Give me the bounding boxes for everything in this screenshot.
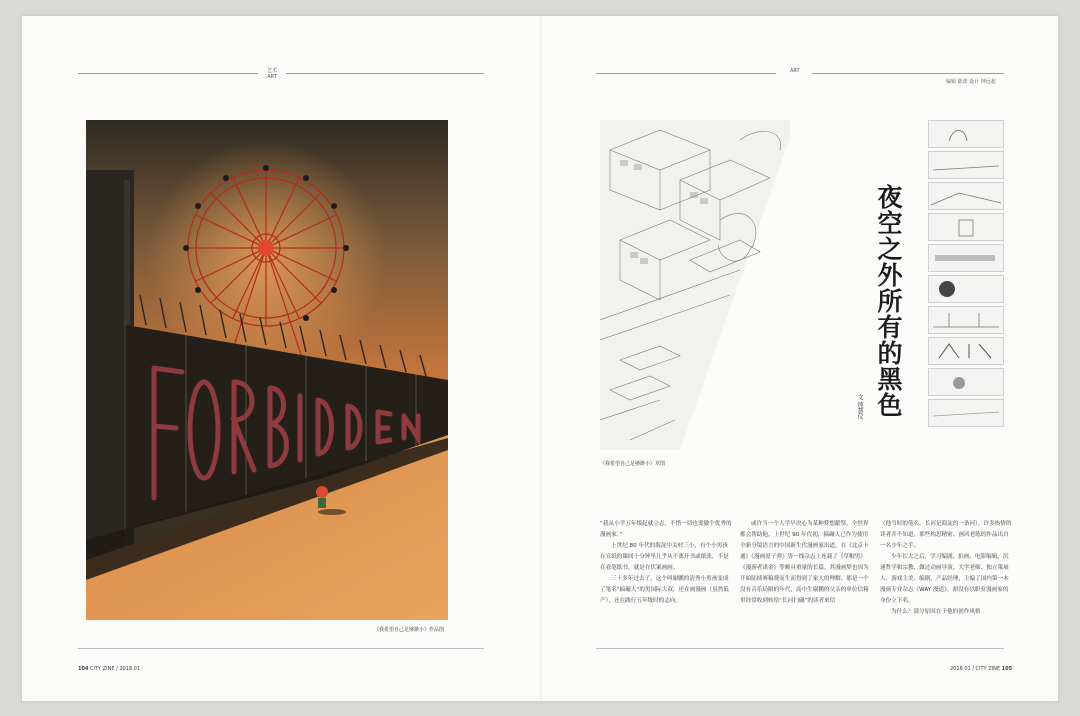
sketch-drawing [600,120,790,450]
body-column-1 [600,519,732,607]
footer-rule-left [78,648,484,649]
storyboard-frame [928,306,1004,334]
sketch-caption: 《我希望自己足够渺小》草图 [600,461,666,467]
storyboard-frame [928,368,1004,396]
left-section-tag [258,68,286,80]
header-rule-left-b [286,73,484,74]
paragraph: 少年长大之后，学习编剧、拍画、电影编辑，沉迷哲学和宗教，做过动画导演、大学老师、独立策展人、游戏主美、编剧、产品经理，主编了国内第一本漫画专业杂志《WAY 漫道》，却没有以职业漫画家的身份立下名。 [880,554,1009,604]
article-title: 夜空之外所有的黑色 [874,184,903,418]
right-folio-text: 2018.01 / CITY ZINE [950,666,1001,672]
paragraph: “我从小学五年级起就立志，不惜一切也要做个优秀的漫画家。” [600,521,732,538]
storyboard-frame [928,182,1004,210]
paragraph: （他当时的笔名，长河是海淀的一条河）。许多热情的读者并不知道，那些构思精密、画风老练的作品出自一名少年之手。 [880,521,1012,549]
left-section-cn: 艺术 [266,68,277,74]
right-section-en: ART [790,68,800,74]
header-rule-right-a [596,73,776,74]
header-rule-right-b [812,73,1004,74]
city-sketch [600,120,790,450]
left-page-number: 104 [78,666,89,672]
header-rule-left-a [78,73,258,74]
storyboard-strip [928,120,1004,430]
paragraph: 上世纪 80 年代的海淀中关村三小，有个小男孩在宣纸的课间十分钟里几乎从不离开书或纸张，不是在看笔纸书，就是在伏案画画。 [600,543,729,571]
left-caption: 《我希望自己足够渺小》作品图 [374,627,445,633]
ferris-wheel-artwork [86,120,448,620]
left-folio [78,666,140,672]
storyboard-frame [928,275,1004,303]
paragraph: 三十多年过去了，这个叫谢鹏的清秀小男孩变成了笔名“搞碾人”的男国际大叔，还在画漫画（虽然低产），还在践行五年级时的志向。 [600,576,729,604]
paragraph: 或许当一个人学早决心为某种梦想献祭，全世界都会帮助他。上世纪 90 年代初，搞碾人已作为使用全新分镜语言的中国新生代漫画家出道，在《北京卡通》《漫画原子弹》等一线杂志上连载了《草帽男》《漫游者诺金》等颇具重量的长篇。其漫画梦也因为开始陆续赛稿费而生而得到了家人的理解。那是一个没有音乐局限的年代，高中生谢鹏的父亲的单位信箱里经常收到转给“长河扫碾”的读者来信 [740,521,869,604]
spine-gutter [540,16,542,701]
right-folio [950,666,1012,672]
forbidden-illustration [86,120,448,620]
article-byline: 文 钝慧仪 [856,394,863,420]
storyboard-frame [928,244,1004,272]
storyboard-frame [928,151,1004,179]
body-column-2 [740,519,872,607]
magazine-spread [22,16,1058,701]
left-section-en: ART [267,74,277,80]
footer-rule-right [596,648,1004,649]
right-credits: 编辑 陈蕾 设计 钟远超 [946,79,996,85]
storyboard-frame [928,213,1004,241]
paragraph: 为什么？部分原因在于他的创作风格 [891,609,981,615]
body-column-3 [880,519,1012,618]
storyboard-frame [928,399,1004,427]
left-folio-text: CITY ZINE / 2018.01 [90,666,141,672]
storyboard-frame [928,337,1004,365]
storyboard-frame [928,120,1004,148]
right-page-number: 105 [1001,666,1013,672]
